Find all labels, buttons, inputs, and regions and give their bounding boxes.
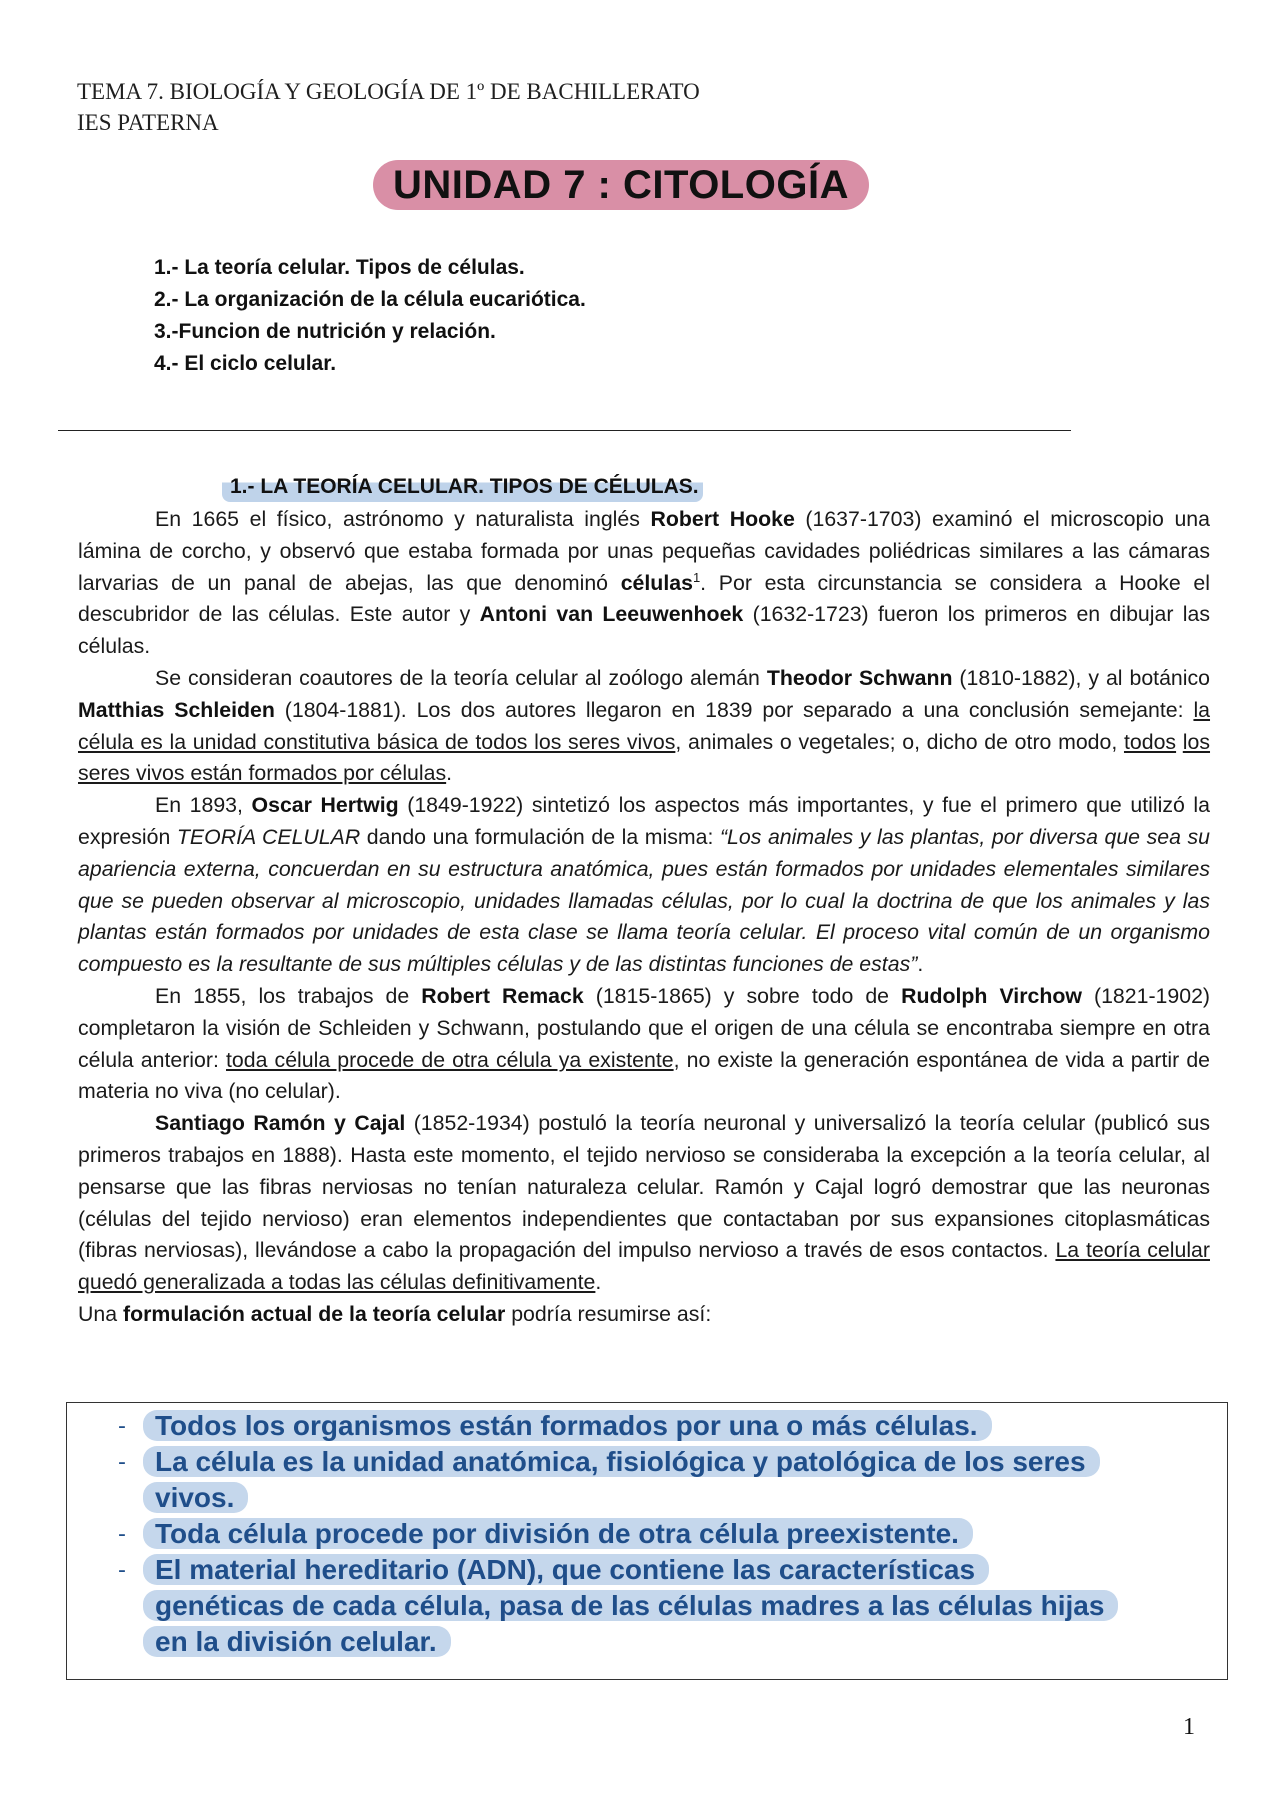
text-run: (1852-1934) postuló la teoría neuronal y universalizó la teoría celular (publicó sus primeros trabajos en 1888). Hasta este momento, el tejido nervioso se consideraba la excepción a la teoría celular, al pensarse que las fibras nerviosas no tenían naturaleza celular. Ramón y Cajal logró demostrar que las neuronas (células del tejido nervioso) eran elementos independientes que contactaban por sus expansiones citoplasmáticas (fibras nerviosas), llevándose a cabo la propagación del impulso nervioso a través de esos contactos. xyxy=(78,1111,1211,1263)
bullet-dash: - xyxy=(118,1450,126,1475)
summary-text: vivos. xyxy=(143,1482,248,1513)
bold-name: Santiago Ramón y Cajal xyxy=(155,1111,406,1136)
toc-item-2: 2.- La organización de la célula eucariótica. xyxy=(154,288,586,311)
text-run: . xyxy=(595,1270,602,1295)
text-run: (1821-1902) completaron la visión de Schleiden y Schwann, postulando que el origen de una célula se encontraba siempre en otra célula anterior: xyxy=(78,983,1211,1072)
footnote-marker: 1 xyxy=(692,569,701,585)
bold-term: formulación actual de la teoría celular xyxy=(123,1301,506,1326)
text-run: , no existe la generación espontánea de vida a partir de materia no viva (no celular). xyxy=(78,1047,1211,1104)
toc-item-4: 4.- El ciclo celular. xyxy=(154,352,337,375)
text-run: En 1893, xyxy=(155,793,252,818)
underlined-text: todos xyxy=(1123,729,1177,754)
bullet-dash: - xyxy=(118,1558,126,1583)
bullet-dash: - xyxy=(118,1522,126,1547)
summary-item-1 xyxy=(143,1408,992,1444)
underlined-text: la xyxy=(1193,697,1211,722)
underlined-text: toda célula procede de otra célula ya existente xyxy=(226,1047,674,1072)
text-run xyxy=(1176,730,1183,754)
section-heading: 1.- LA TEORÍA CELULAR. TIPOS DE CÉLULAS. xyxy=(222,472,703,502)
bold-name: Theodor Schwann xyxy=(766,665,953,690)
table-of-contents xyxy=(154,252,586,380)
summary-text: La célula es la unidad anatómica, fisiológica y patológica de los seres xyxy=(143,1446,1100,1477)
text-run: (1849-1922) sintetizó los aspectos más importantes, y fue el primero que utilizó la expresión xyxy=(78,793,1210,849)
document-header xyxy=(77,76,700,138)
italic-term: TEORÍA CELULAR xyxy=(176,824,361,849)
text-run: (1632-1723) fueron los primeros en dibujar las células. xyxy=(78,602,1211,659)
text-run: (1815-1865) y sobre todo de xyxy=(583,983,902,1008)
body-text xyxy=(78,504,1210,1331)
paragraph-hooke xyxy=(78,504,1210,663)
paragraph-ramon-y-cajal xyxy=(78,1108,1210,1299)
summary-text: Toda célula procede por división de otra célula preexistente. xyxy=(143,1518,973,1549)
summary-text: genéticas de cada célula, pasa de las células madres a las células hijas xyxy=(143,1590,1118,1621)
summary-item-4-cont xyxy=(143,1588,1118,1624)
text-run: , animales o vegetales; o, dicho de otro modo, xyxy=(675,729,1124,754)
italic-quote: “Los animales y las plantas, por diversa que sea su apariencia externa, concuerdan en su estructura anatómica, pues están formados por unidades elementales similares que se pueden observar al microscopio, unidades llamadas células, por lo cual la doctrina de que los animales y las plantas están formados por unidades de esta clase se llama teoría celular. El proceso vital común de un organismo compuesto es la resultante de sus múltiples células y de las distintas funciones de estas” xyxy=(78,824,1210,977)
bold-name: Matthias Schleiden xyxy=(78,697,275,722)
text-run: En 1665 el físico, astrónomo y naturalista inglés xyxy=(155,507,651,531)
summary-text: El material hereditario (ADN), que contiene las características xyxy=(143,1554,989,1585)
horizontal-divider xyxy=(58,430,1071,431)
text-run: dando una formulación de la misma: xyxy=(360,824,720,849)
bold-name: Robert Hooke xyxy=(650,507,795,531)
bullet-dash: - xyxy=(118,1414,126,1439)
text-run: (1804-1881). Los dos autores llegaron en 1839 por separado a una conclusión semejante: xyxy=(274,697,1194,722)
text-run: podría resumirse así: xyxy=(505,1301,712,1326)
header-line-1: TEMA 7. BIOLOGÍA Y GEOLOGÍA DE 1º DE BACHILLERATO xyxy=(77,79,700,104)
text-run: . xyxy=(917,952,924,977)
summary-text: en la división celular. xyxy=(143,1626,451,1657)
text-run: (1810-1882), y al botánico xyxy=(952,665,1210,690)
toc-item-3: 3.-Funcion de nutrición y relación. xyxy=(154,320,496,343)
text-run: . Por esta circunstancia se considera a Hooke el descubridor de las células. Este autor y xyxy=(78,570,1210,627)
text-run: Se consideran coautores de la teoría celular al zoólogo alemán xyxy=(155,665,767,690)
toc-item-1: 1.- La teoría celular. Tipos de células. xyxy=(154,256,525,279)
underlined-text: los seres vivos están formados por células xyxy=(78,729,1211,786)
paragraph-formulation-intro xyxy=(78,1299,1210,1331)
paragraph-remack-virchow xyxy=(78,981,1210,1108)
summary-text: Todos los organismos están formados por una o más células. xyxy=(143,1410,992,1441)
summary-item-3 xyxy=(143,1516,973,1552)
bold-name: Rudolph Virchow xyxy=(901,983,1082,1008)
header-line-2: IES PATERNA xyxy=(77,110,219,135)
summary-item-4 xyxy=(143,1552,989,1588)
paragraph-hertwig xyxy=(78,790,1210,981)
page-number: 1 xyxy=(1183,1714,1195,1740)
unit-title: UNIDAD 7 : CITOLOGÍA xyxy=(373,160,869,210)
text-run: En 1855, los trabajos de xyxy=(155,983,422,1008)
underlined-text: quedó generalizada a todas las células definitivamente xyxy=(78,1270,596,1295)
text-run: . xyxy=(446,761,453,786)
bold-name: Antoni van Leeuwenhoek xyxy=(479,602,744,627)
text-run: Una xyxy=(78,1301,123,1326)
paragraph-schwann-schleiden xyxy=(78,663,1210,790)
bold-name: Oscar Hertwig xyxy=(251,793,399,818)
underlined-text: célula es la unidad constitutiva básica de todos los seres vivos xyxy=(78,729,676,754)
underlined-text: La teoría celular xyxy=(1055,1238,1210,1263)
summary-item-2-cont xyxy=(143,1480,248,1516)
summary-item-2 xyxy=(143,1444,1100,1480)
summary-item-4-cont xyxy=(143,1624,451,1660)
bold-term: células xyxy=(620,570,693,595)
bold-name: Robert Remack xyxy=(421,983,584,1008)
text-run: (1637-1703) examinó el microscopio una lámina de corcho, y observó que estaba formada por unas pequeñas cavidades poliédricas similares a las cámaras larvarias de un panal de abejas, las que denominó xyxy=(78,507,1210,595)
